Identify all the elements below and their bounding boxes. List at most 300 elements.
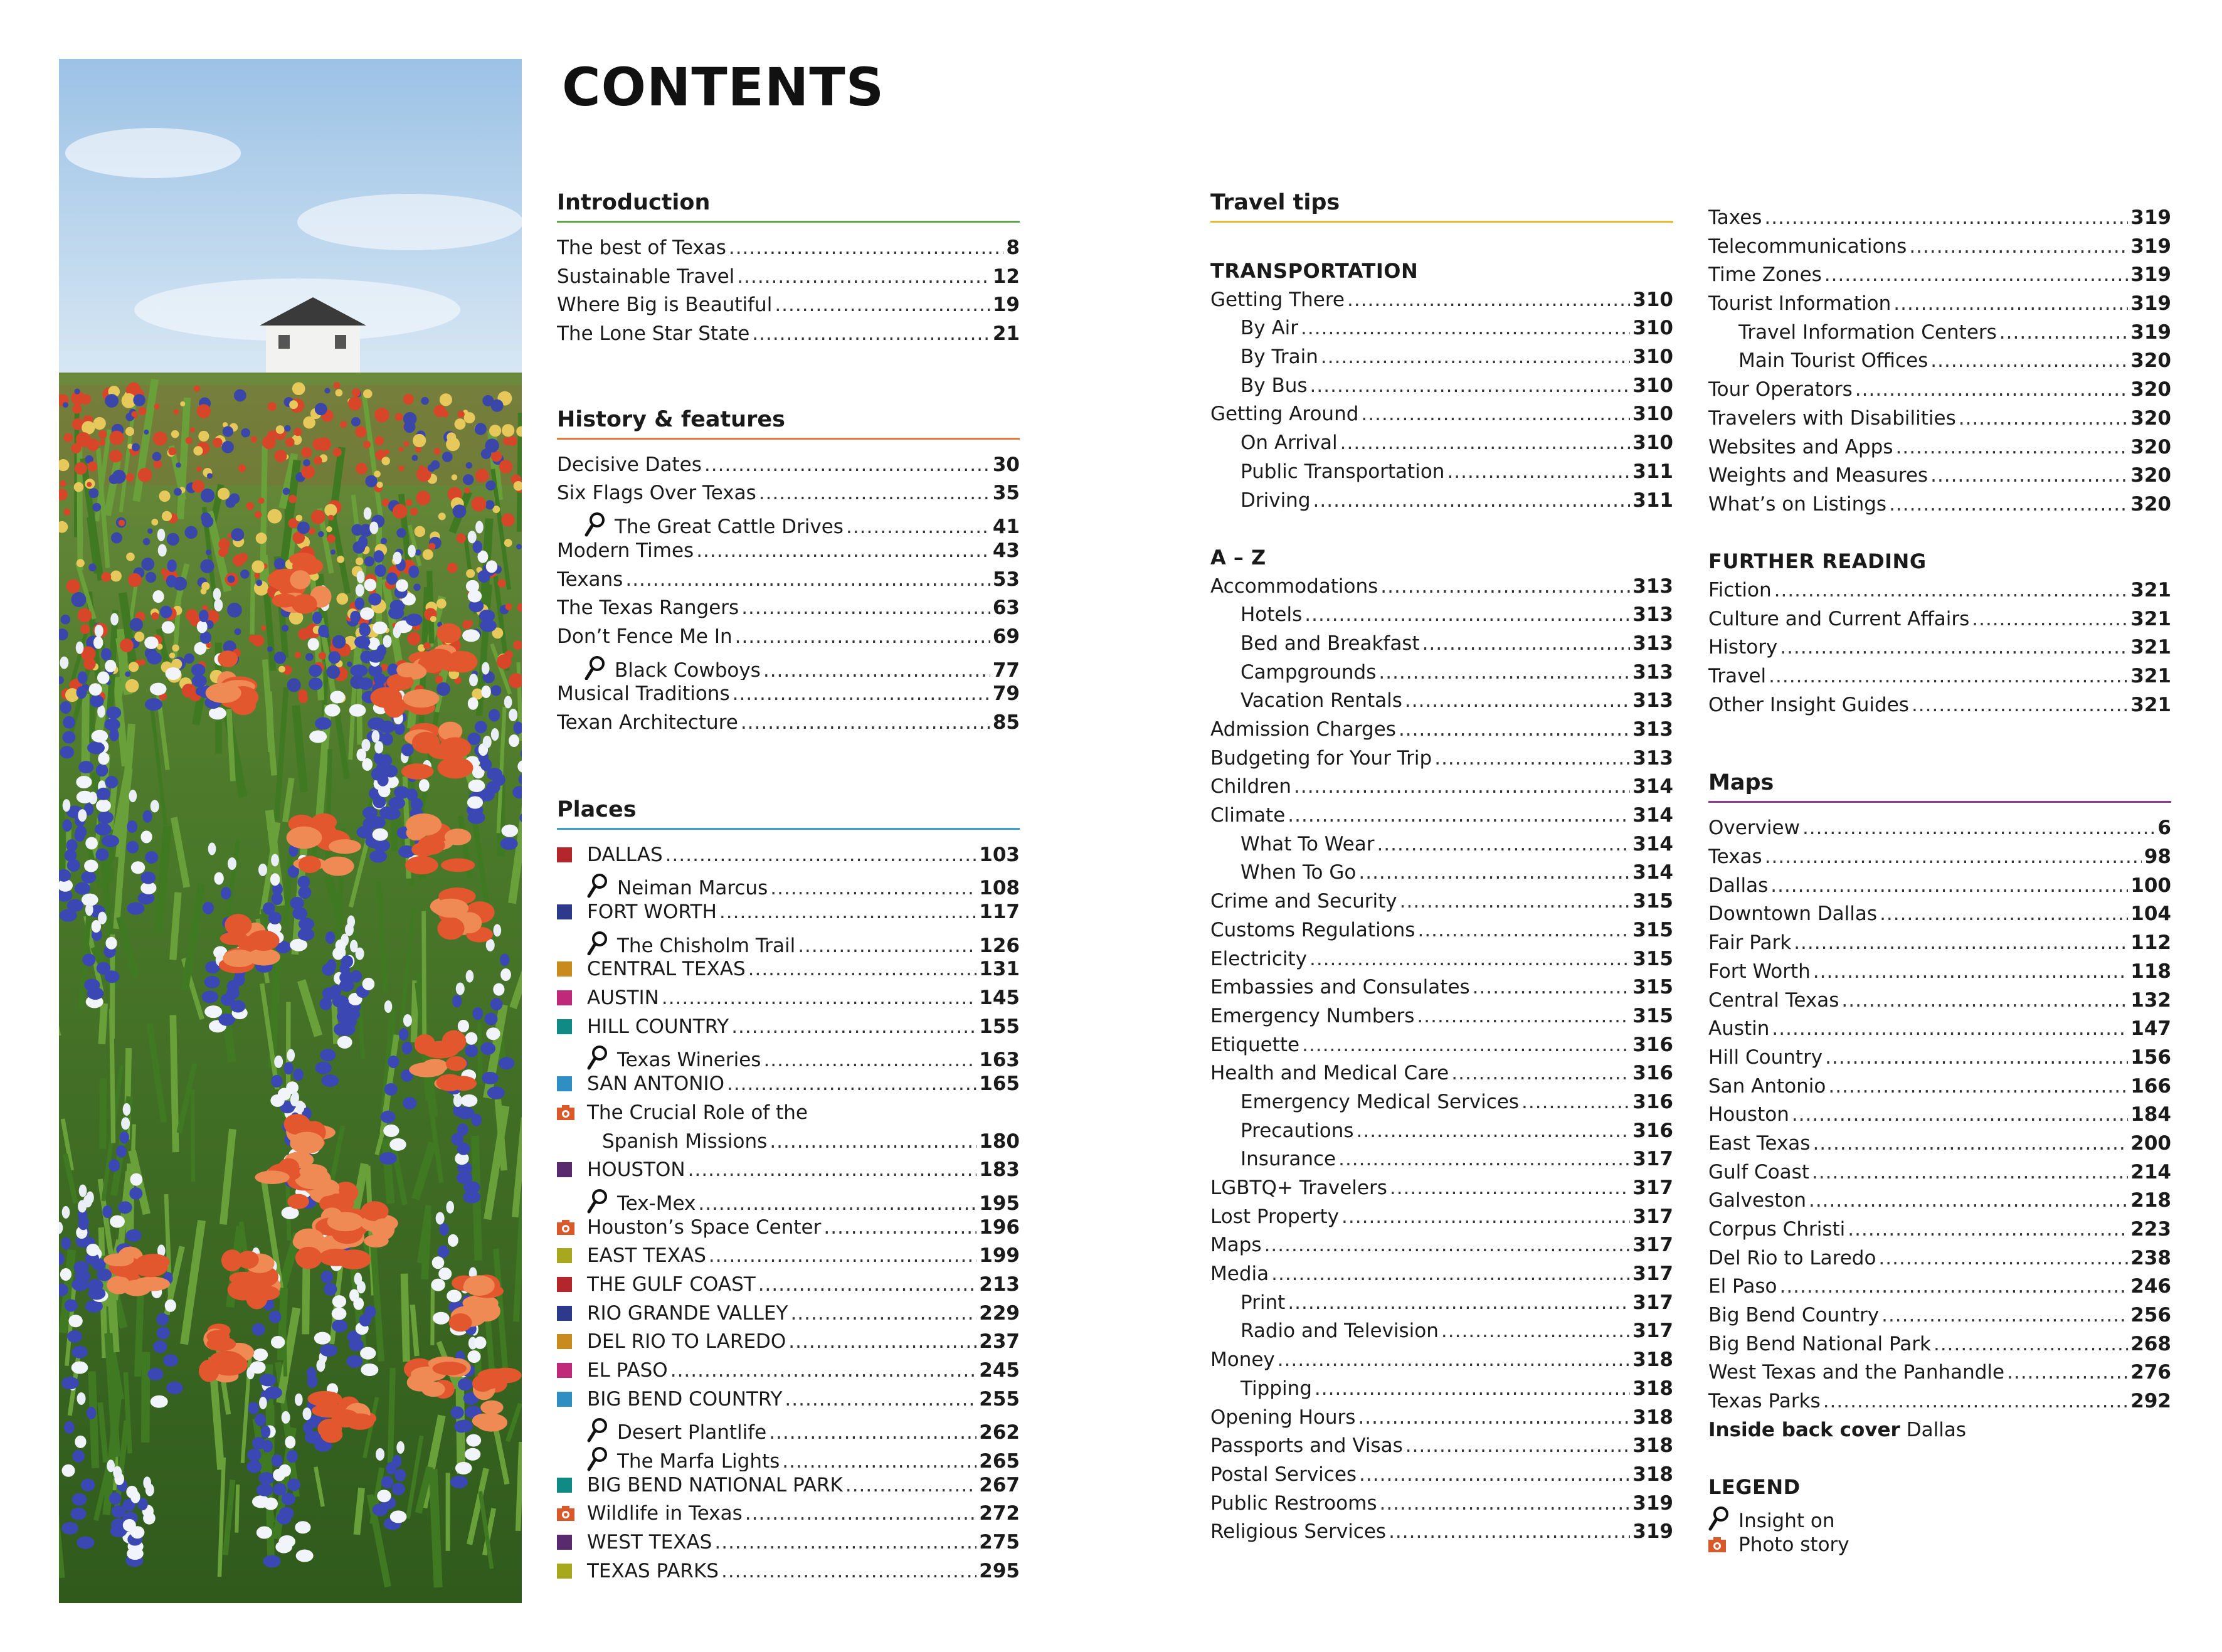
toc-entry[interactable]	[557, 1185, 1020, 1214]
toc-entry[interactable]	[1210, 1432, 1673, 1461]
bluebonnet-petal	[98, 752, 109, 765]
bluebonnet-petal	[373, 839, 390, 852]
flower-dot	[328, 515, 334, 521]
toc-entry-label: Climate	[1210, 804, 1286, 827]
toc-entry[interactable]	[557, 1099, 1020, 1128]
dot-leader	[696, 537, 990, 566]
toc-entry-page: 314	[1632, 804, 1673, 827]
toc-entry[interactable]	[557, 1214, 1020, 1242]
flower-dot	[282, 625, 288, 632]
bluebonnet-petal	[203, 902, 214, 914]
toc-entry[interactable]	[557, 1443, 1020, 1471]
toc-entry-label: Travelers with Disabilities	[1708, 406, 1956, 430]
bluebonnet-petal	[315, 1062, 332, 1074]
toc-entry[interactable]	[1708, 1330, 2171, 1359]
toc-entry[interactable]	[1210, 1490, 1673, 1518]
toc-entry[interactable]	[557, 841, 1020, 870]
paintbrush-bract	[361, 1201, 389, 1221]
bluebonnet-petal	[61, 1522, 78, 1535]
toc-entry[interactable]	[1210, 458, 1673, 487]
region-color-marker	[557, 1162, 572, 1177]
toc-entry[interactable]	[557, 1070, 1020, 1099]
bluebonnet-petal	[85, 903, 93, 916]
flower-dot	[489, 425, 501, 437]
bluebonnet-petal	[465, 1032, 478, 1045]
toc-entry[interactable]	[1210, 429, 1673, 458]
toc-entry[interactable]	[557, 566, 1020, 595]
toc-entry[interactable]	[1210, 1002, 1673, 1031]
toc-entry[interactable]	[1210, 487, 1673, 516]
toc-entry[interactable]	[1708, 987, 2171, 1015]
toc-entry[interactable]	[1210, 286, 1673, 315]
bluebonnet-petal	[143, 1476, 151, 1489]
bluebonnet-petal	[105, 660, 116, 672]
toc-entry-page: 63	[992, 596, 1020, 620]
dot-leader	[1379, 1490, 1630, 1518]
toc-entry[interactable]	[1210, 744, 1673, 773]
toc-entry[interactable]	[1210, 773, 1673, 802]
toc-entry-label: WEST TEXAS	[587, 1531, 712, 1554]
bluebonnet-petal	[160, 606, 172, 618]
toc-entry[interactable]	[1708, 261, 2171, 290]
toc-entry[interactable]	[1210, 314, 1673, 343]
bluebonnet-petal	[490, 998, 503, 1010]
flower-dot	[452, 474, 458, 480]
toc-entry[interactable]	[1210, 1518, 1673, 1547]
toc-entry-label: Texan Architecture	[557, 711, 738, 734]
toc-entry-label: Accommodations	[1210, 574, 1378, 598]
paintbrush-bract	[327, 1212, 364, 1231]
bluebonnet-petal	[389, 1138, 406, 1151]
bluebonnet-petal	[493, 983, 504, 996]
paintbrush-bract	[292, 594, 317, 614]
toc-entry[interactable]	[1708, 900, 2171, 929]
toc-entry-page: 310	[1632, 432, 1673, 455]
toc-entry[interactable]	[557, 1271, 1020, 1300]
dot-leader	[731, 1013, 976, 1042]
flower-dot	[109, 450, 122, 462]
insight-icon	[587, 1045, 610, 1070]
bluebonnet-petal	[273, 1469, 285, 1481]
toc-entry[interactable]	[557, 1528, 1020, 1557]
flower-dot	[364, 556, 374, 566]
toc-entry[interactable]	[557, 479, 1020, 508]
toc-entry[interactable]	[1708, 376, 2171, 405]
toc-entry[interactable]	[557, 898, 1020, 927]
dot-leader	[748, 955, 977, 984]
toc-entry[interactable]	[557, 984, 1020, 1013]
region-color-marker	[557, 1392, 572, 1407]
toc-entry[interactable]	[1708, 662, 2171, 691]
toc-entry-label: History	[1708, 636, 1778, 659]
toc-entry[interactable]	[1708, 1215, 2171, 1244]
paintbrush-bract	[441, 859, 475, 872]
toc-entry-page: 118	[2130, 960, 2171, 983]
paintbrush-bract	[247, 948, 280, 965]
toc-entry[interactable]	[1210, 973, 1673, 1002]
toc-entry[interactable]	[1708, 958, 2171, 987]
bluebonnet-petal	[354, 1273, 362, 1285]
toc-entry[interactable]	[1210, 659, 1673, 687]
bluebonnet-petal	[166, 1382, 183, 1394]
dot-leader	[721, 1557, 976, 1586]
wildflower-field-illustration	[59, 59, 522, 1603]
toc-entry[interactable]	[1210, 1088, 1673, 1117]
toc-entry[interactable]	[557, 1328, 1020, 1357]
bluebonnet-petal	[328, 651, 341, 664]
flower-dot	[423, 642, 431, 650]
toc-entry-label: Decisive Dates	[557, 453, 702, 476]
paintbrush-bract	[136, 1254, 170, 1270]
flower-dot	[363, 389, 373, 399]
toc-entry[interactable]	[1708, 691, 2171, 720]
toc-entry[interactable]	[557, 1156, 1020, 1185]
toc-entry[interactable]	[557, 508, 1020, 537]
flower-dot	[278, 666, 285, 673]
flower-dot	[120, 638, 134, 652]
toc-entry[interactable]	[557, 537, 1020, 566]
toc-entry-page: 199	[979, 1244, 1020, 1268]
dot-leader	[1405, 687, 1630, 716]
toc-entry[interactable]	[1210, 887, 1673, 916]
toc-entry[interactable]	[557, 1357, 1020, 1385]
bluebonnet-petal	[458, 1378, 473, 1390]
dot-leader	[714, 1528, 976, 1557]
flower-dot	[111, 532, 122, 544]
toc-entry[interactable]	[1210, 1174, 1673, 1203]
flower-dot	[131, 411, 137, 418]
bluebonnet-petal	[462, 629, 480, 642]
dot-leader	[770, 1128, 976, 1157]
flower-dot	[319, 652, 326, 659]
flower-dot	[174, 409, 179, 415]
toc-entry[interactable]	[1210, 1059, 1673, 1088]
toc-entry[interactable]	[1210, 1231, 1673, 1260]
dot-leader	[790, 1300, 976, 1328]
dot-leader	[1310, 372, 1631, 401]
toc-entry[interactable]	[1210, 1317, 1673, 1346]
toc-entry-page: 317	[1632, 1205, 1673, 1228]
toc-entry-label: Musical Traditions	[557, 682, 730, 706]
flower-dot	[326, 665, 340, 679]
toc-entry-label: Passports and Visas	[1210, 1434, 1403, 1458]
flower-dot	[77, 559, 85, 567]
region-color-marker	[557, 847, 572, 862]
grass-blade	[132, 1125, 134, 1165]
flower-dot	[80, 624, 90, 633]
paintbrush-bract	[251, 1286, 280, 1301]
toc-entry[interactable]	[557, 234, 1020, 263]
toc-entry-label: BIG BEND COUNTRY	[587, 1387, 783, 1411]
bluebonnet-petal	[393, 625, 401, 638]
paintbrush-bract	[322, 857, 354, 876]
toc-entry[interactable]	[1210, 716, 1673, 744]
toc-entry[interactable]	[1708, 1044, 2171, 1072]
toc-entry-page: 100	[2130, 874, 2171, 897]
toc-entry[interactable]	[557, 1500, 1020, 1528]
toc-entry-page: 321	[2130, 578, 2171, 601]
flower-dot	[194, 386, 200, 392]
toc-entry[interactable]	[557, 1242, 1020, 1271]
toc-entry[interactable]	[1210, 1031, 1673, 1060]
toc-entry[interactable]	[1210, 830, 1673, 859]
toc-entry[interactable]	[1210, 1346, 1673, 1375]
toc-entry[interactable]	[1708, 1387, 2171, 1416]
bluebonnet-petal	[214, 872, 223, 885]
toc-entry[interactable]	[1708, 1358, 2171, 1387]
toc-entry[interactable]	[1708, 843, 2171, 872]
toc-entry[interactable]	[1210, 1375, 1673, 1404]
dot-leader	[1358, 1404, 1630, 1432]
dot-leader	[770, 874, 976, 898]
toc-entry-page: 313	[1632, 746, 1673, 770]
toc-entry[interactable]	[1708, 433, 2171, 462]
dot-leader	[769, 1419, 976, 1443]
toc-entry[interactable]	[1708, 347, 2171, 376]
toc-entry[interactable]	[1210, 687, 1673, 716]
toc-entry[interactable]	[1708, 1130, 2171, 1158]
bluebonnet-petal	[257, 1527, 272, 1539]
toc-entry[interactable]	[1210, 916, 1673, 945]
toc-entry[interactable]	[1708, 633, 2171, 662]
flower-dot	[516, 544, 522, 549]
toc-entry-label: By Air	[1241, 317, 1299, 340]
flower-dot	[374, 408, 389, 422]
toc-entry-page: 321	[2130, 693, 2171, 716]
bluebonnet-petal	[469, 674, 478, 686]
toc-entry-label: The Great Cattle Drives	[615, 516, 844, 537]
toc-entry[interactable]	[557, 955, 1020, 984]
flower-dot	[184, 526, 198, 539]
toc-entry[interactable]	[557, 1128, 1020, 1157]
toc-entry[interactable]	[1210, 601, 1673, 630]
dot-leader	[741, 709, 990, 738]
bluebonnet-petal	[120, 1131, 129, 1144]
toc-entry-label: Big Bend Country	[1708, 1304, 1880, 1327]
toc-entry[interactable]	[1708, 605, 2171, 634]
bluebonnet-petal	[252, 1323, 265, 1336]
toc-entry[interactable]	[1210, 1117, 1673, 1146]
toc-entry-label: Other Insight Guides	[1708, 693, 1909, 716]
toc-entry[interactable]	[557, 1300, 1020, 1328]
toc-entry[interactable]	[1210, 945, 1673, 974]
flower-dot	[154, 404, 159, 410]
dot-leader	[763, 657, 990, 680]
toc-entry[interactable]	[557, 263, 1020, 292]
grass-blade	[405, 1274, 406, 1362]
flower-dot	[485, 480, 495, 490]
dot-leader	[1912, 691, 2128, 720]
toc-entry[interactable]	[557, 927, 1020, 956]
toc-entry[interactable]	[557, 1471, 1020, 1500]
flower-dot	[363, 441, 371, 448]
toc-entry[interactable]	[1210, 1145, 1673, 1174]
bluebonnet-petal	[129, 790, 137, 802]
bluebonnet-petal	[509, 734, 519, 747]
toc-entry[interactable]	[557, 680, 1020, 709]
toc-entry[interactable]	[1708, 405, 2171, 433]
bluebonnet-petal	[259, 1397, 267, 1409]
photo-story-icon	[557, 1105, 574, 1120]
toc-entry-label: San Antonio	[1708, 1074, 1826, 1098]
toc-entry-page: 108	[979, 877, 1020, 898]
bluebonnet-petal	[131, 861, 145, 874]
grass-blade	[236, 1485, 238, 1533]
bluebonnet-petal	[246, 1460, 262, 1473]
bluebonnet-petal	[273, 1483, 287, 1496]
bluebonnet-petal	[364, 507, 372, 520]
toc-entry[interactable]	[1210, 1461, 1673, 1490]
toc-entry[interactable]	[1210, 859, 1673, 887]
toc-entry[interactable]	[557, 320, 1020, 349]
toc-entry[interactable]	[1708, 576, 2171, 605]
toc-entry[interactable]	[1708, 1187, 2171, 1215]
toc-entry-label: El Paso	[1708, 1275, 1777, 1298]
bluebonnet-petal	[71, 1362, 88, 1374]
toc-entry[interactable]	[1708, 490, 2171, 519]
bluebonnet-petal	[303, 1407, 312, 1420]
dot-leader	[1774, 576, 2129, 605]
toc-entry[interactable]	[1708, 814, 2171, 843]
dot-leader	[1264, 1231, 1631, 1260]
bluebonnet-petal	[296, 1550, 314, 1562]
bluebonnet-petal	[465, 1448, 480, 1461]
toc-entry[interactable]	[1210, 1203, 1673, 1232]
dot-leader	[1417, 1002, 1630, 1031]
toc-entry[interactable]	[1708, 462, 2171, 490]
toc-entry-page: 79	[992, 682, 1020, 706]
toc-entry[interactable]	[557, 1414, 1020, 1443]
dot-leader	[1930, 462, 2128, 490]
bluebonnet-petal	[482, 1072, 499, 1084]
bluebonnet-petal	[501, 825, 518, 837]
toc-entry-page: 321	[2130, 607, 2171, 630]
flower-dot	[88, 462, 98, 472]
flower-dot	[227, 603, 242, 618]
toc-entry-page: 213	[979, 1273, 1020, 1296]
grass-blade	[327, 749, 330, 873]
toc-entry-label: Getting There	[1210, 288, 1345, 311]
toc-entry[interactable]	[1708, 1301, 2171, 1330]
toc-entry[interactable]	[557, 869, 1020, 898]
grass-blade	[102, 1003, 104, 1044]
toc-entry[interactable]	[1210, 400, 1673, 429]
toc-entry[interactable]	[1210, 1289, 1673, 1318]
toc-entry[interactable]	[1708, 319, 2171, 347]
toc-entry[interactable]	[1708, 204, 2171, 233]
bluebonnet-petal	[62, 1464, 75, 1477]
toc-entry[interactable]	[1708, 290, 2171, 319]
toc-entry[interactable]	[1210, 802, 1673, 830]
dot-leader	[1400, 887, 1631, 916]
toc-entry[interactable]	[557, 652, 1020, 680]
flower-dot	[255, 511, 262, 518]
bluebonnet-petal	[290, 897, 304, 909]
toc-entry[interactable]	[557, 623, 1020, 652]
insight-icon	[585, 512, 607, 537]
toc-entry-label: Print	[1241, 1291, 1286, 1314]
dot-leader	[775, 291, 990, 320]
toc-entry[interactable]	[557, 1385, 1020, 1414]
bluebonnet-petal	[209, 707, 226, 719]
bluebonnet-petal	[97, 788, 110, 800]
flower-dot	[251, 560, 264, 573]
toc-entry[interactable]	[1210, 343, 1673, 372]
toc-entry[interactable]	[1210, 630, 1673, 659]
toc-entry[interactable]	[1210, 1404, 1673, 1432]
toc-entry[interactable]	[1708, 1273, 2171, 1301]
toc-entry[interactable]	[1708, 929, 2171, 958]
inside-back-cover-value: Dallas	[1906, 1418, 1967, 1441]
flower-dot	[151, 612, 159, 620]
dot-leader	[1934, 1330, 2128, 1359]
toc-entry[interactable]	[1708, 1101, 2171, 1130]
toc-entry[interactable]	[1210, 573, 1673, 601]
transportation-list	[1210, 286, 1673, 516]
toc-entry[interactable]	[1210, 372, 1673, 401]
toc-entry[interactable]	[1708, 1244, 2171, 1273]
toc-entry[interactable]	[1708, 872, 2171, 901]
flower-dot	[256, 532, 267, 544]
bluebonnet-petal	[282, 1411, 290, 1424]
toc-entry[interactable]	[1708, 1158, 2171, 1187]
flower-dot	[351, 417, 361, 426]
flower-dot	[110, 571, 122, 582]
toc-entry[interactable]	[557, 594, 1020, 623]
toc-entry-page: 313	[1632, 689, 1673, 712]
flower-dot	[241, 428, 250, 438]
toc-entry[interactable]	[1210, 1260, 1673, 1289]
flower-dot	[238, 553, 248, 562]
dot-leader	[1812, 1158, 2128, 1187]
bluebonnet-petal	[77, 1392, 86, 1405]
toc-entry-page: 196	[979, 1215, 1020, 1239]
toc-entry-page: 218	[2130, 1189, 2171, 1212]
toc-entry[interactable]	[557, 451, 1020, 480]
bluebonnet-petal	[89, 683, 102, 696]
toc-entry[interactable]	[1708, 233, 2171, 262]
toc-entry[interactable]	[557, 709, 1020, 738]
bluebonnet-petal	[82, 953, 95, 966]
bluebonnet-petal	[123, 1103, 131, 1116]
flower-dot	[324, 388, 330, 393]
toc-entry-label: THE GULF COAST	[587, 1273, 756, 1296]
toc-entry-label: Texas Parks	[1708, 1390, 1821, 1413]
toc-entry-label: Travel Information Centers	[1738, 320, 1997, 344]
inside-back-cover	[1708, 1416, 2171, 1445]
toc-entry[interactable]	[557, 1557, 1020, 1586]
toc-entry[interactable]	[557, 1041, 1020, 1070]
toc-entry[interactable]	[557, 291, 1020, 320]
toc-entry-label: Houston’s Space Center	[587, 1215, 822, 1239]
grass-blade	[112, 1009, 114, 1143]
bluebonnet-petal	[320, 1049, 336, 1061]
toc-entry[interactable]	[1708, 1072, 2171, 1101]
dot-leader	[1521, 1088, 1630, 1117]
bluebonnet-petal	[258, 864, 267, 876]
flower-dot	[333, 448, 342, 457]
toc-entry-page: 104	[2130, 903, 2171, 926]
toc-entry[interactable]	[557, 1013, 1020, 1042]
bluebonnet-petal	[439, 1223, 448, 1236]
toc-entry-label: Crime and Security	[1210, 890, 1397, 913]
flower-dot	[218, 538, 230, 549]
toc-entry-label: Fair Park	[1708, 931, 1792, 955]
toc-entry-label: Texans	[557, 568, 623, 591]
dot-leader	[1378, 659, 1630, 687]
toc-entry-label: Neiman Marcus	[617, 877, 768, 898]
toc-entry[interactable]	[1708, 1015, 2171, 1044]
